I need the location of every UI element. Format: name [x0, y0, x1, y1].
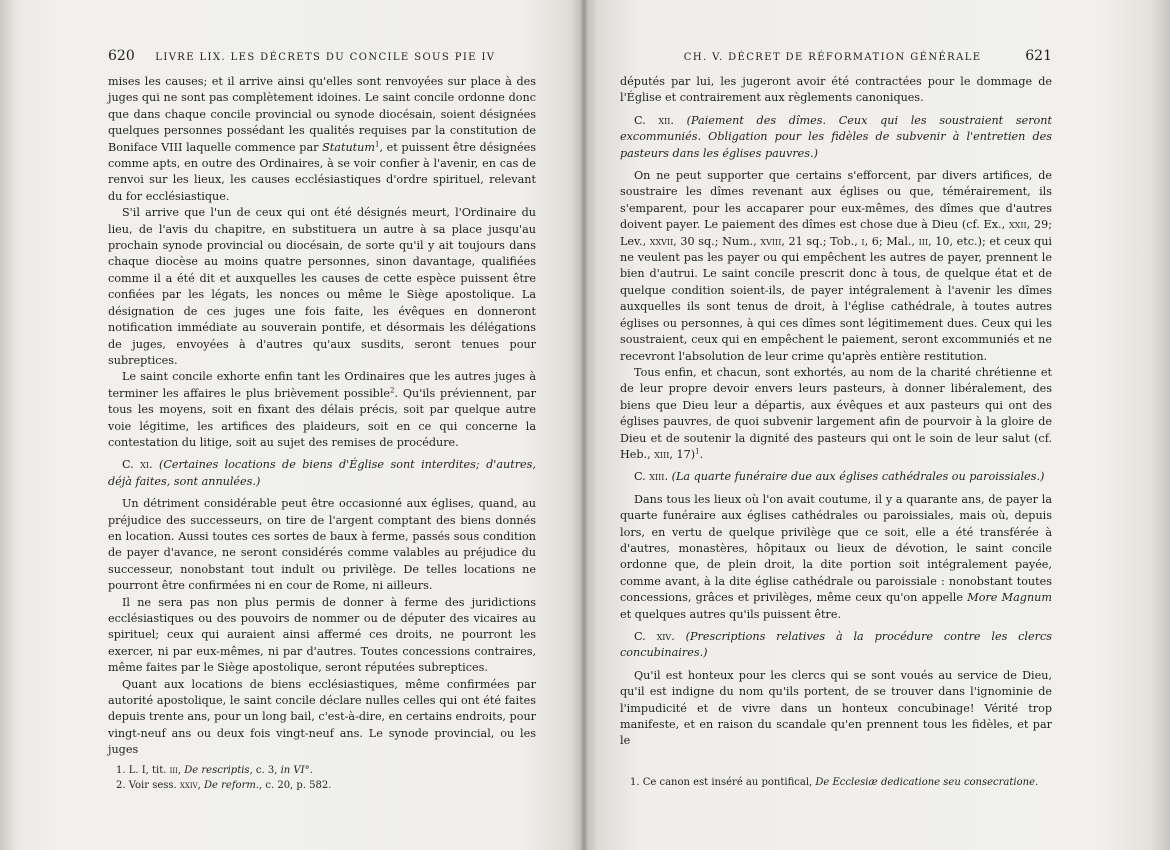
text-segment: iii: [169, 765, 178, 776]
body-paragraph: [108, 496, 536, 594]
text-segment: xxii: [1008, 218, 1027, 232]
text-segment: , 10, etc.); et ceux qui ne veulent pas les payer ou qui empêchent les autres de payer, prennent le bien d'autrui. Le saint concile prescrit donc à tous, de quelque état et de quelque condition soient-ils, de payer intégralement à l'avenir les dîmes auxquelles ils sont tenus de droit, à l'église cathédrale, à toutes autres églises ou personnes, à qui ces dîmes sont légitimement dues. Ceux qui les soustraient, ceux qui en empêchent le paiement, seront excommuniés et ne recevront l'absolution de leur crime qu'après entière restitution.: [620, 234, 1052, 363]
text-segment: More Magnum: [967, 591, 1052, 605]
text-segment: (Certaines locations de biens d'Église sont interdites; d'autres, déjà faites, sont annulées.): [108, 458, 536, 488]
text-segment: On ne peut supporter que certains s'efforcent, par divers artifices, de soustraire les dîmes revenant aux églises ou que, témérairement, ils s'emparent, pour les accaparer pour eux-mêmes, des dîmes que d'autres doivent payer. Le paiement des dîmes est chose due à Dieu (cf. Ex.,: [620, 169, 1052, 232]
text-segment: xii: [658, 113, 671, 127]
text-segment: C.: [634, 630, 657, 643]
text-segment: et quelques autres qu'ils puissent être.: [620, 607, 842, 621]
text-segment: 1: [374, 139, 380, 148]
text-segment: ,: [177, 765, 185, 776]
text-segment: Un détriment considérable peut être occasionné aux églises, quand, au préjudice des successeurs, on tire de l'argent comptant des biens donnés en location. Aussi toutes ces sortes de baux à ferme, passés sous condition de payer d'avance, ne seront considérés comme valables au préjudice du successeur, nonobstant tout indult ou privilège. De telles locations ne pourront être confirmées ni en cour de Rome, ni ailleurs.: [108, 497, 536, 593]
text-segment: , 17): [669, 447, 696, 461]
left-page-body: [108, 74, 536, 759]
text-segment: iii: [918, 234, 929, 248]
text-segment: Statutum: [322, 140, 375, 154]
text-segment: 1. L. I, tit.: [116, 765, 170, 776]
text-segment: Il ne sera pas non plus permis de donner à ferme des juridictions ecclésiastiques ou des pouvoirs de nommer ou de députer des vicaires au spirituel; ceux qui auraient ainsi affermé ces droits, ne pourront les exercer, ni par eux-mêmes, ni par d'autres. Toutes concessions contraires, même faites par le Siège apostolique, seront réputées subreptices.: [108, 595, 536, 675]
body-paragraph: [620, 74, 1052, 107]
left-running-title: LIVRE LIX. LES DÉCRETS DU CONCILE SOUS PIE IV: [155, 52, 496, 63]
body-paragraph: [108, 205, 536, 369]
left-page: [108, 48, 536, 759]
body-paragraph: [108, 677, 536, 759]
right-running-title: CH. V. DÉCRET DE RÉFORMATION GÉNÉRALE: [683, 52, 982, 63]
text-segment: De Ecclesiæ dedicatione seu consecratione: [815, 777, 1035, 788]
text-segment: , 21 sq.; Tob.,: [781, 234, 862, 248]
text-segment: De reform.: [204, 780, 260, 791]
text-segment: De rescriptis: [184, 765, 250, 776]
text-segment: .: [699, 447, 704, 461]
left-footnotes: [116, 763, 536, 793]
left-page-number: 620: [108, 48, 135, 64]
footnote: [630, 775, 1050, 790]
text-segment: , 29; Lev.,: [620, 218, 1052, 248]
canon-heading: [620, 629, 1052, 662]
text-segment: ,: [197, 780, 205, 791]
text-segment: , c. 20, p. 582.: [259, 780, 332, 791]
text-segment: xxiv: [179, 780, 198, 791]
text-segment: .: [309, 765, 313, 776]
text-segment: Quant aux locations de biens ecclésiastiques, même confirmées par autorité apostolique, le saint concile déclare nulles celles qui ont été faites depuis trente ans, pour un long bail, c'est-à-dire, en certains endroits, pour vingt-neuf ans ou deux fois vingt-neuf ans. Le synode provincial, ou les juges: [108, 677, 536, 757]
text-segment: (La quarte funéraire due aux églises cathédrales ou paroissiales.): [671, 470, 1045, 484]
text-segment: i: [861, 234, 865, 248]
text-segment: .: [1035, 777, 1039, 788]
text-segment: xiv: [656, 630, 672, 643]
text-segment: Qu'il est honteux pour les clercs qui se sont voués au service de Dieu, qu'il est indigne du nom qu'ils portent, de se trouver dans l'ignominie de l'impudicité et de vivre dans un honteux concubinage! Vérité trop manifeste, et en raison du scandale qu'en prennent tous les fidèles, et par le: [620, 668, 1052, 748]
right-running-head: [620, 48, 1052, 68]
body-paragraph: [620, 365, 1052, 463]
text-segment: C.: [634, 470, 650, 484]
body-paragraph: [108, 369, 536, 451]
text-segment: , et puissent être désignées comme apts, en outre des Ordinaires, à se voir confier à l'avenir, en cas de renvoi sur les lieux, les causes ecclésiastiques d'ordre spirituel, relevant du for ecclésiastique.: [108, 140, 536, 203]
text-segment: députés par lui, les jugeront avoir été contractées pour le dommage de l'Église et contrairement aux règlements canoniques.: [620, 75, 1052, 105]
text-segment: C.: [122, 458, 141, 472]
canon-heading: [108, 457, 536, 490]
text-segment: .: [664, 470, 672, 484]
footnote: [116, 778, 536, 793]
text-segment: 2: [390, 385, 395, 394]
right-footnotes: [630, 775, 1050, 790]
text-segment: xi: [140, 458, 149, 472]
body-paragraph: [108, 595, 536, 677]
text-segment: Le saint concile exhorte enfin tant les Ordinaires que les autres juges à terminer les affaires le plus brièvement possible: [108, 370, 536, 400]
text-segment: .: [670, 113, 687, 127]
text-segment: C.: [634, 113, 659, 127]
text-segment: xviii: [760, 234, 782, 248]
text-segment: , c. 3,: [249, 765, 281, 776]
text-segment: 1: [695, 447, 700, 456]
text-segment: . Qu'ils préviennent, par tous les moyens, soit en fixant des délais précis, soit par quelque autre voie légitime, les artifices des plaideurs, soit en ce qui concerne la contestation du litige, soit au sujet des remises de procédure.: [108, 386, 536, 449]
canon-heading: [620, 113, 1052, 162]
text-segment: xiii: [649, 470, 665, 484]
text-segment: xxvii: [649, 234, 674, 248]
text-segment: S'il arrive que l'un de ceux qui ont été désignés meurt, l'Ordinaire du lieu, de l'avis du chapitre, en substituera un autre à sa place jusqu'au prochain synode provincial ou diocésain, de sorte qu'il y ait toujours dans chaque diocèse au moins quatre personnes, sinon davantage, qualifiées comme il a été dit et auxquelles les causes de cette espèce puissent être confiées par les légats, les nonces ou même le Siège apostolique. La désignation de ces juges une fois faite, les évêques en donneront notification immédiate au souverain pontife, et désormais les délégations de juges, envoyées à d'autres qu'aux susdits, seront tenues pour subreptices.: [108, 206, 536, 367]
body-paragraph: [108, 74, 536, 205]
body-paragraph: [620, 492, 1052, 623]
text-segment: .: [671, 630, 686, 643]
right-page-number: 621: [1025, 48, 1052, 64]
text-segment: xiii: [654, 447, 670, 461]
text-segment: .: [149, 458, 159, 472]
canon-heading: [620, 469, 1052, 485]
text-segment: Tous enfin, et chacun, sont exhortés, au nom de la charité chrétienne et de leur propre devoir envers leurs pasteurs, à donner libéralement, des biens que Dieu leur a départis, aux évêques et aux pasteurs qui ont des églises pauvres, de quoi subvenir largement afin de pourvoir à la gloire de Dieu et de soutenir la dignité des pasteurs qui ont le soin de leur salut (cf. Heb.,: [620, 365, 1052, 461]
text-segment: mises les causes; et il arrive ainsi qu'elles sont renvoyées sur place à des juges qui ne sont pas complètement idoines. Le saint concile ordonne donc que dans chaque concile provincial ou synode diocésain, soient désignées quelques personnes possédant les qualités requises par la constitution de Boniface VIII laquelle commence par: [108, 75, 536, 154]
text-segment: 1. Ce canon est inséré au pontifical,: [630, 777, 816, 788]
text-segment: (Prescriptions relatives à la procédure contre les clercs concubinaires.): [620, 630, 1052, 660]
text-segment: Dans tous les lieux où l'on avait coutume, il y a quarante ans, de payer la quarte funéraire aux églises cathédrales ou paroissiales, mais où, depuis lors, en vertu de quelque privilège que ce soit, elle a été transférée à d'autres, monastères, hôpitaux ou lieux de dévotion, le saint concile ordonne que, de plein droit, la dite portion soit intégralement payée, comme avant, à la dite église cathédrale ou paroissiale : nonobstant toutes concessions, grâces et privilèges, même ceux qu'on appelle: [620, 492, 1052, 605]
text-segment: , 30 sq.; Num.,: [673, 234, 761, 248]
text-segment: in VI°: [280, 765, 310, 776]
book-gutter: [580, 0, 588, 850]
text-segment: , 6; Mal.,: [864, 234, 919, 248]
text-segment: 2. Voir sess.: [116, 780, 180, 791]
right-page-body: [620, 74, 1052, 750]
right-page: [620, 48, 1052, 750]
text-segment: (Paiement des dîmes. Ceux qui les soustraient seront excommuniés. Obligation pour les fidèles de subvenir à l'entretien des pasteurs dans les églises pauvres.): [620, 113, 1052, 160]
body-paragraph: [620, 668, 1052, 750]
left-running-head: [108, 48, 536, 68]
footnote: [116, 763, 536, 778]
body-paragraph: [620, 168, 1052, 365]
